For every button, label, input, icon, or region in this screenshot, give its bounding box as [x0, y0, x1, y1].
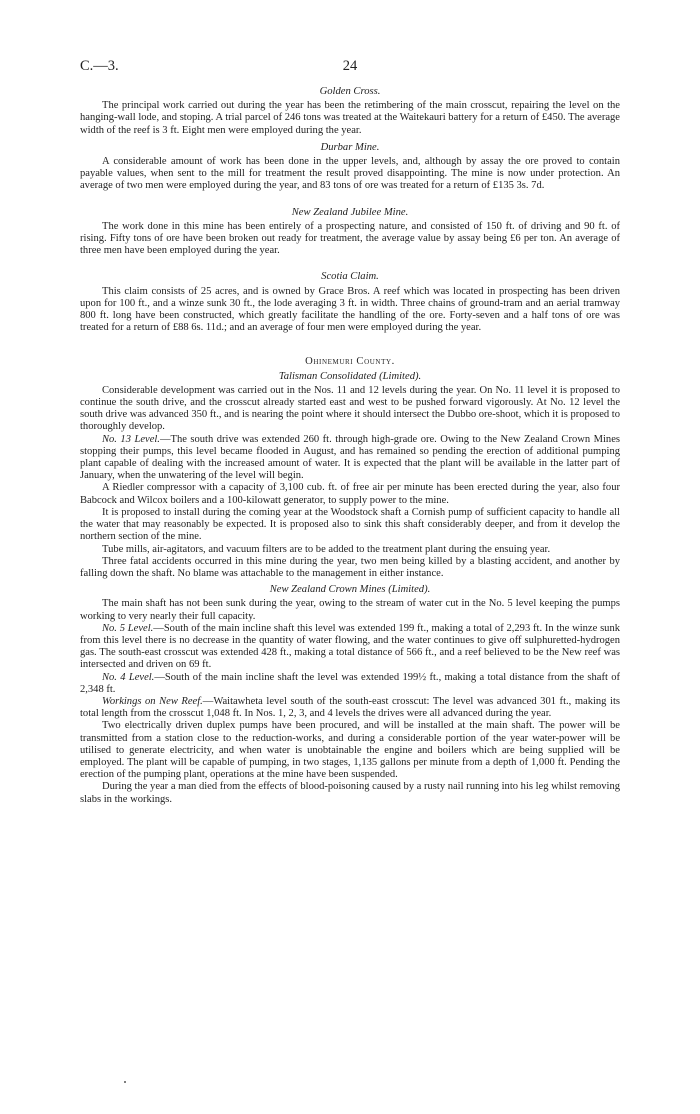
- paragraph: [80, 623, 620, 672]
- paragraph: During the year a man died from the effects of blood-poisoning caused by a rusty nail running into his leg whilst removing slabs in the workings.: [80, 781, 620, 805]
- paragraph: The principal work carried out during the year has been the retimbering of the main crosscut, repairing the level on the hanging-wall lode, and stoping. A trial parcel of 246 tons was treated at the Waitekauri battery for a return of £450. The average width of the reef is 3 ft. Eight men were employed during the year.: [80, 100, 620, 136]
- paragraph: [80, 434, 620, 483]
- section-title-golden-cross: Golden Cross.: [319, 86, 381, 97]
- subheading-label: No. 5 Level.: [102, 622, 154, 634]
- document-reference: C.—3.: [80, 58, 119, 74]
- paragraph: It is proposed to install during the coming year at the Woodstock shaft a Cornish pump of sufficient capacity to handle all the water that may reasonably be expected. It is proposed also to sink this shaft considerably deeper, and from it develop the northern section of the mine.: [80, 506, 620, 543]
- county-heading: Ohinemuri County.: [305, 356, 395, 368]
- page-header: [80, 58, 620, 78]
- paragraph-text: —Waitawheta level south of the south-east crosscut: The level was advanced 301 ft., making its total length from the crosscut 1,048 ft. In Nos. 1, 2, 3, and 4 levels the drives were all advanced during the year.: [80, 695, 620, 720]
- paragraph-text: —South of the main incline shaft this level was extended 199 ft., making a total of 2,293 ft. In the winze sunk from this level there is no decrease in the quantity of water flowing, and the water continues to give off sulphuretted-hydrogen gas. The south-east crosscut was extended 428 ft., making a total distance of 566 ft., and a reef believed to be the New reef was intersected and driven on 69 ft.: [80, 622, 621, 671]
- page-body: [80, 86, 620, 806]
- paragraph: Three fatal accidents occurred in this mine during the year, two men being killed by a blasting accident, and another by falling down the shaft. No blame was attachable to the management in either instance.: [80, 555, 620, 579]
- paragraph: [80, 696, 620, 720]
- section-title-nz-crown: New Zealand Crown Mines (Limited).: [269, 584, 431, 596]
- section-title-nz-jubilee: New Zealand Jubilee Mine.: [291, 206, 409, 218]
- paragraph: A Riedler compressor with a capacity of 3,100 cub. ft. of free air per minute has been erected during the year, also four Babcock and Wilcox boilers and a 100-kilowatt generator, to supply power to the mine.: [80, 482, 620, 506]
- paragraph: The work done in this mine has been entirely of a prospecting nature, and consisted of 150 ft. of driving and 90 ft. of rising. Fifty tons of ore have been broken out ready for treatment, the average value by assay being £6 per ton. An average of three men have been employed during the year.: [80, 220, 620, 257]
- section-title-talisman: Talisman Consolidated (Limited).: [278, 370, 422, 382]
- paragraph: This claim consists of 25 acres, and is owned by Grace Bros. A reef which was located in prospecting has been driven upon for 100 ft., and a winze sunk 30 ft., the lode averaging 3 ft. in width. Three chains of ground-tram and an aerial tramway 800 ft. long have been constructed, which greatly facilitate the handling of the ore. Forty-seven and a half tons of ore was treated for a return of £88 6s. 11d.; and an average of four men were employed during the year.: [80, 285, 620, 334]
- scan-speck: [124, 1081, 126, 1083]
- section-title-durbar: Durbar Mine.: [320, 141, 380, 153]
- paragraph: A considerable amount of work has been done in the upper levels, and, although by assay the ore proved to contain payable values, when sent to the mill for treatment the result proved disappointing. The mine is now under protection. An average of two men were employed during the year, and 83 tons of ore was treated for a return of £135 3s. 7d.: [80, 156, 620, 192]
- paragraph: [80, 672, 620, 696]
- paragraph-text: —The south drive was extended 260 ft. through high-grade ore. Owing to the New Zealand Crown Mines stopping their pumps, this level became flooded in August, and has remained so pending the erection of additional pumping plant capable of dealing with the increased amount of water. It is expected that the plant will be available in the latter part of January, when the unwatering of the level will begin.: [80, 433, 620, 482]
- paragraph-text: —South of the main incline shaft the level was extended 199½ ft., making a total distance from the shaft of 2,348 ft.: [80, 671, 621, 695]
- subheading-label: No. 13 Level.: [102, 433, 160, 445]
- subheading-label: Workings on New Reef.: [102, 695, 203, 707]
- paragraph: Two electrically driven duplex pumps have been procured, and will be installed at the main shaft. The power will be transmitted from a station close to the reduction-works, and during a considerable portion of the year water-power will be utilised to generate electricity, and when water is unobtainable the engine and boilers which are being supplied will be employed. The plant will be capable of pumping, in two stages, 1,135 gallons per minute from a depth of 1,000 ft. Pending the erection of the pumping plant, operations at the mine have been suspended.: [80, 720, 620, 781]
- paragraph: Tube mills, air-agitators, and vacuum filters are to be added to the treatment plant during the ensuing year.: [102, 543, 551, 555]
- paragraph: The main shaft has not been sunk during the year, owing to the stream of water cut in the No. 5 level keeping the pumps working to very nearly their full capacity.: [80, 598, 620, 622]
- section-title-scotia: Scotia Claim.: [321, 271, 379, 283]
- paragraph: Considerable development was carried out in the Nos. 11 and 12 levels during the year. On No. 11 level it is proposed to continue the south drive, and the crosscut already started east and west to be pushed forward vigorously. At No. 12 level the south drive was advanced 350 ft., and is nearing the point where it should intersect the Dubbo ore-shoot, which it is proposed to thoroughly develop.: [80, 384, 620, 433]
- subheading-label: No. 4 Level.: [102, 671, 155, 683]
- page-number: 24: [342, 58, 358, 74]
